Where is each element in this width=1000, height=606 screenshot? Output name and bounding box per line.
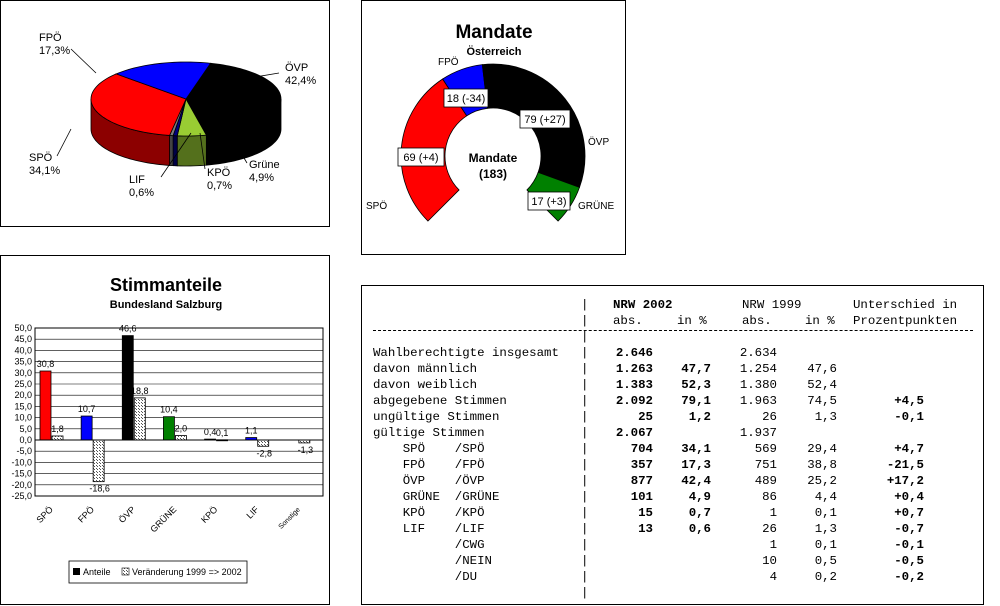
- results-table: [362, 286, 984, 605]
- pie-leader-spö: [57, 129, 71, 156]
- mandate-party-grüne: GRÜNE: [578, 201, 615, 212]
- mandate-title: Mandate: [455, 22, 533, 43]
- row-label: gültige Stimmen: [373, 426, 485, 440]
- header-pct-1999: in %: [805, 314, 835, 328]
- bar-chart-panel: [0, 255, 330, 605]
- column-separator: |: [581, 522, 589, 536]
- mandate-value-spö: 69 (+4): [403, 152, 439, 164]
- row-label: KPÖ /KPÖ: [373, 506, 485, 520]
- row-pct-1999: 74,5: [807, 394, 837, 408]
- results-table-panel: [361, 285, 984, 605]
- row-abs-1999: 1.380: [739, 378, 777, 392]
- y-tick-label: 30,0: [14, 367, 32, 378]
- bar-title: Stimmanteile: [109, 275, 223, 295]
- column-separator: |: [581, 314, 589, 328]
- legend-label-change: Veränderung 1999 => 2002: [132, 567, 242, 577]
- y-tick-label: 35,0: [14, 356, 32, 367]
- row-label: FPÖ /FPÖ: [373, 458, 485, 472]
- row-pct-2002: 4,9: [688, 490, 711, 504]
- x-tick-label-grüne: GRÜNE: [148, 504, 179, 535]
- column-separator: |: [581, 490, 589, 504]
- y-tick-label: 50,0: [14, 323, 32, 333]
- y-tick-label: 25,0: [14, 379, 32, 389]
- bar-label-change-sonstige: -1,3: [297, 444, 314, 455]
- row-pct-1999: 0,1: [814, 506, 837, 520]
- bar-change-fpö: [93, 440, 104, 482]
- row-label: SPÖ /SPÖ: [373, 442, 485, 456]
- header-nrw1999: NRW 1999: [742, 298, 802, 312]
- row-diff: -0,2: [894, 570, 924, 584]
- row-pct-1999: 52,4: [807, 378, 837, 392]
- row-pct-1999: 0,5: [814, 554, 837, 568]
- bar-label-anteile-fpö: 10,7: [77, 404, 96, 415]
- row-abs-2002: 1.263: [615, 362, 653, 376]
- row-label: GRÜNE /GRÜNE: [373, 490, 500, 504]
- column-separator: |: [581, 330, 589, 344]
- y-tick-label: 45,0: [14, 334, 32, 345]
- row-label: /NEIN: [373, 554, 492, 568]
- pie-side-lif: [170, 135, 174, 165]
- bar-label-change-spö: 1,8: [51, 423, 64, 434]
- x-tick-label-övp: ÖVP: [116, 504, 138, 525]
- row-pct-2002: 0,7: [688, 506, 711, 520]
- row-label: abgegebene Stimmen: [373, 394, 507, 408]
- row-label: /CWG: [373, 538, 485, 552]
- bar-change-grüne: [175, 436, 186, 440]
- row-pct-1999: 0,1: [814, 538, 837, 552]
- header-abs-1999: abs.: [742, 314, 772, 328]
- pie-chart: [1, 1, 330, 227]
- bar-anteile-spö: [40, 371, 51, 440]
- pie-value-övp: 42,4%: [285, 75, 317, 87]
- column-separator: |: [581, 570, 589, 584]
- y-tick-label: 5,0: [19, 423, 32, 434]
- row-label: /DU: [373, 570, 478, 584]
- column-separator: |: [581, 362, 589, 376]
- bar-change-spö: [52, 436, 63, 440]
- mandate-center-value: (183): [478, 167, 508, 181]
- row-pct-1999: 0,2: [814, 570, 837, 584]
- column-separator: |: [581, 458, 589, 472]
- pie-label-fpö: FPÖ: [39, 32, 62, 44]
- y-tick-label: 0,0: [19, 435, 32, 445]
- mandate-value-grüne: 17 (+3): [531, 196, 567, 208]
- legend-swatch-change: [122, 568, 129, 575]
- column-separator: |: [581, 474, 589, 488]
- bar-chart: [1, 256, 330, 605]
- row-pct-2002: 42,4: [681, 474, 711, 488]
- bar-change-övp: [134, 398, 145, 440]
- row-abs-2002: 13: [638, 522, 653, 536]
- row-abs-2002: 704: [630, 442, 653, 456]
- bar-label-change-kpö: 0,1: [215, 427, 229, 438]
- row-diff: +17,2: [886, 474, 924, 488]
- pie-label-grüne: Grüne: [249, 159, 280, 171]
- x-tick-label-lif: LIF: [244, 504, 261, 521]
- column-separator: |: [581, 378, 589, 392]
- mandate-party-fpö: FPÖ: [438, 57, 459, 68]
- legend-label-anteile: Anteile: [83, 567, 111, 577]
- row-pct-1999: 1,3: [814, 522, 837, 536]
- x-tick-label-fpö: FPÖ: [75, 504, 97, 525]
- bar-label-change-lif: -2,8: [256, 448, 272, 459]
- pie-label-övp: ÖVP: [285, 62, 309, 74]
- mandate-value-fpö: 18 (-34): [446, 93, 486, 105]
- column-separator: |: [581, 538, 589, 552]
- pie-value-lif: 0,6%: [129, 187, 155, 199]
- pie-value-spö: 34,1%: [29, 165, 61, 177]
- row-pct-2002: 52,3: [681, 378, 711, 392]
- column-separator: |: [581, 426, 589, 440]
- row-abs-1999: 86: [762, 490, 777, 504]
- pie-side-grüne: [177, 135, 206, 166]
- bar-label-anteile-lif: 1,1: [244, 425, 258, 436]
- mandate-party-övp: ÖVP: [588, 137, 610, 148]
- header-pct-2002: in %: [677, 314, 707, 328]
- column-separator: |: [581, 298, 589, 312]
- row-pct-1999: 1,3: [814, 410, 837, 424]
- bar-change-lif: [258, 440, 269, 446]
- row-abs-2002: 2.067: [615, 426, 653, 440]
- x-tick-label-sonstige: Sonstige: [277, 506, 302, 531]
- header-abs-2002: abs.: [613, 314, 643, 328]
- y-tick-label: -20,0: [11, 479, 32, 490]
- row-diff: +4,5: [894, 394, 924, 408]
- row-abs-2002: 357: [630, 458, 653, 472]
- row-diff: -0,1: [894, 538, 924, 552]
- column-separator: |: [581, 586, 589, 600]
- column-separator: |: [581, 506, 589, 520]
- mandate-chart-panel: [361, 0, 626, 255]
- x-tick-label-kpö: KPÖ: [199, 504, 220, 525]
- row-abs-1999: 1: [769, 538, 777, 552]
- row-diff: +0,7: [894, 506, 924, 520]
- row-abs-1999: 1.963: [739, 394, 777, 408]
- y-tick-label: -10,0: [11, 457, 32, 468]
- pie-label-lif: LIF: [129, 174, 145, 186]
- row-diff: +0,4: [894, 490, 924, 504]
- row-diff: -21,5: [886, 458, 924, 472]
- row-abs-1999: 1: [769, 506, 777, 520]
- row-label: ÖVP /ÖVP: [373, 474, 485, 488]
- row-abs-1999: 10: [762, 554, 777, 568]
- pie-chart-panel: [0, 0, 330, 227]
- row-abs-1999: 26: [762, 522, 777, 536]
- row-label: LIF /LIF: [373, 522, 485, 536]
- bar-label-anteile-grüne: 10,4: [160, 404, 178, 415]
- row-pct-2002: 34,1: [681, 442, 711, 456]
- mandate-center-label: Mandate: [468, 151, 518, 165]
- column-separator: |: [581, 346, 589, 360]
- row-abs-2002: 2.646: [615, 346, 653, 360]
- row-label: davon weiblich: [373, 378, 478, 392]
- row-abs-1999: 1.254: [739, 362, 777, 376]
- pie-leader-fpö: [71, 49, 96, 73]
- row-abs-1999: 489: [754, 474, 777, 488]
- mandate-party-spö: SPÖ: [366, 201, 388, 212]
- column-separator: |: [581, 442, 589, 456]
- y-tick-label: -15,0: [11, 468, 32, 479]
- pie-label-kpö: KPÖ: [207, 167, 231, 179]
- bar-subtitle: Bundesland Salzburg: [109, 299, 223, 311]
- row-pct-2002: 17,3: [681, 458, 711, 472]
- y-tick-label: -5,0: [16, 446, 32, 457]
- header-diff-1: Unterschied in: [853, 298, 958, 312]
- y-tick-label: -25,0: [11, 491, 32, 501]
- bar-label-anteile-övp: 46,6: [119, 323, 137, 334]
- column-separator: |: [581, 394, 589, 408]
- pie-value-kpö: 0,7%: [207, 180, 233, 192]
- pie-value-fpö: 17,3%: [39, 45, 71, 57]
- mandate-value-övp: 79 (+27): [524, 114, 566, 126]
- row-abs-1999: 2.634: [739, 346, 777, 360]
- row-diff: -0,5: [894, 554, 924, 568]
- row-abs-2002: 15: [638, 506, 653, 520]
- row-label: Wahlberechtigte insgesamt: [373, 346, 559, 360]
- bar-label-anteile-spö: 30,8: [36, 359, 55, 370]
- row-label: davon männlich: [373, 362, 478, 376]
- row-abs-2002: 1.383: [615, 378, 653, 392]
- bar-label-anteile-kpö: 0,4: [203, 427, 217, 438]
- bar-anteile-fpö: [81, 416, 92, 440]
- header-separator: [373, 330, 973, 331]
- row-abs-1999: 1.937: [739, 426, 777, 440]
- bar-label-change-grüne: 2,0: [174, 423, 188, 434]
- bar-label-change-fpö: -18,6: [89, 483, 110, 494]
- y-tick-label: 10,0: [14, 412, 32, 423]
- column-separator: |: [581, 554, 589, 568]
- mandate-subtitle: Österreich: [466, 46, 522, 58]
- row-pct-2002: 1,2: [688, 410, 711, 424]
- row-pct-2002: 47,7: [681, 362, 711, 376]
- bar-anteile-grüne: [163, 417, 174, 440]
- row-abs-2002: 25: [638, 410, 653, 424]
- row-pct-2002: 0,6: [688, 522, 711, 536]
- legend-swatch-anteile: [73, 568, 80, 575]
- mandate-chart: [362, 1, 626, 255]
- row-abs-1999: 751: [754, 458, 777, 472]
- bar-label-change-övp: 18,8: [131, 385, 149, 396]
- y-tick-label: 15,0: [14, 401, 32, 412]
- pie-value-grüne: 4,9%: [249, 172, 275, 184]
- header-nrw2002: NRW 2002: [613, 298, 673, 312]
- pie-side-kpö: [173, 136, 177, 166]
- row-abs-2002: 2.092: [615, 394, 653, 408]
- row-abs-2002: 877: [630, 474, 653, 488]
- row-pct-1999: 25,2: [807, 474, 837, 488]
- header-diff-2: Prozentpunkten: [853, 314, 958, 328]
- row-diff: +4,7: [894, 442, 924, 456]
- x-tick-label-spö: SPÖ: [34, 504, 55, 525]
- row-abs-1999: 569: [754, 442, 777, 456]
- row-pct-1999: 29,4: [807, 442, 837, 456]
- row-diff: -0,1: [894, 410, 924, 424]
- row-pct-2002: 79,1: [681, 394, 711, 408]
- y-tick-label: 20,0: [14, 390, 32, 401]
- row-label: ungültige Stimmen: [373, 410, 500, 424]
- row-abs-1999: 4: [769, 570, 777, 584]
- row-pct-1999: 4,4: [814, 490, 837, 504]
- row-pct-1999: 47,6: [807, 362, 837, 376]
- row-diff: -0,7: [894, 522, 924, 536]
- pie-label-spö: SPÖ: [29, 152, 53, 164]
- y-tick-label: 40,0: [14, 345, 32, 356]
- column-separator: |: [581, 410, 589, 424]
- row-abs-2002: 101: [630, 490, 653, 504]
- row-abs-1999: 26: [762, 410, 777, 424]
- row-pct-1999: 38,8: [807, 458, 837, 472]
